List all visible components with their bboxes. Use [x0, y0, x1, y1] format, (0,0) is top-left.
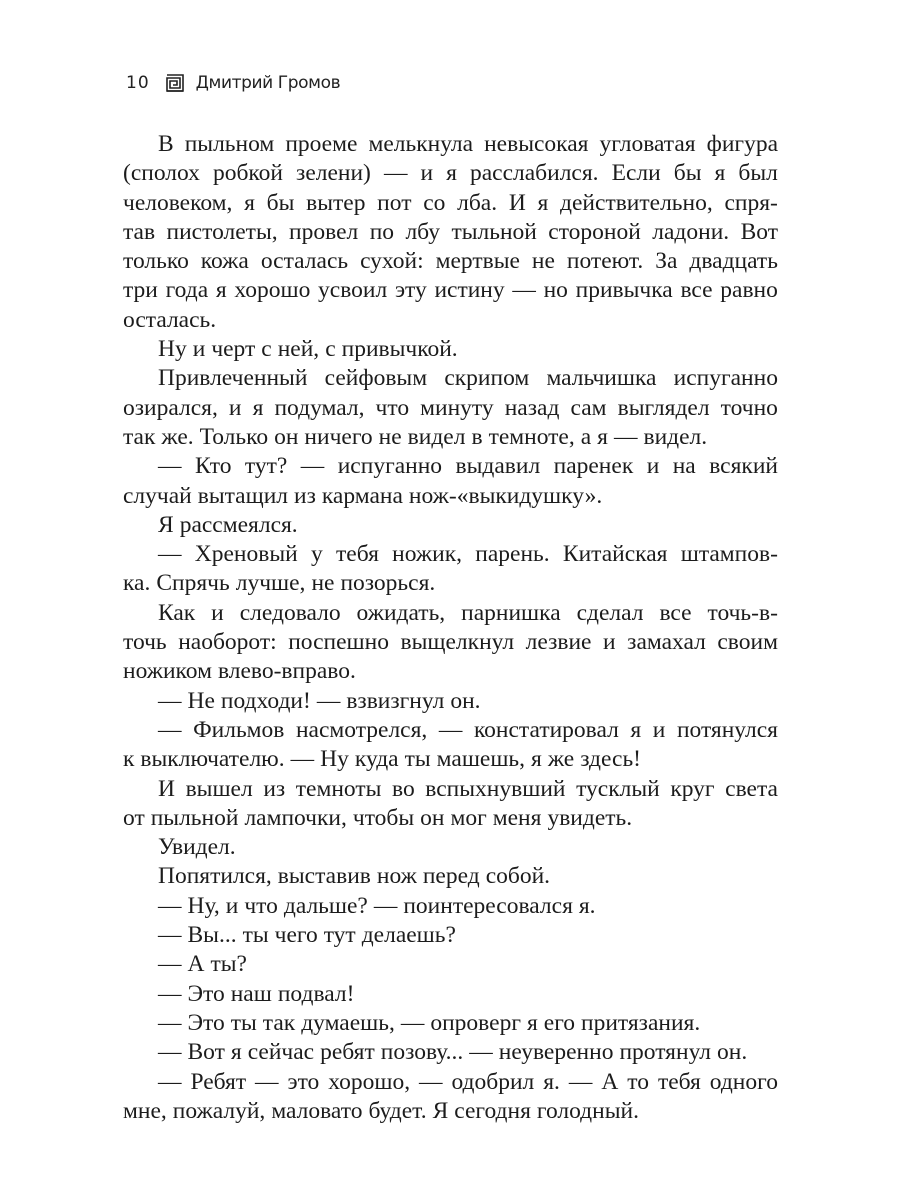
- word: перед: [422, 863, 480, 890]
- word: три: [123, 277, 158, 304]
- word: Привлеченный: [158, 365, 308, 392]
- word: лбу: [405, 218, 440, 245]
- word: круг: [670, 775, 715, 802]
- word: —: [568, 1068, 593, 1095]
- word: собой.: [485, 863, 551, 890]
- word: Кто: [194, 453, 232, 480]
- text-line: [123, 364, 778, 393]
- word: —: [158, 1039, 182, 1066]
- word: притязания.: [581, 1009, 701, 1036]
- word: поинтересовался: [403, 892, 573, 919]
- word: привычка: [575, 277, 673, 304]
- word: равно: [720, 277, 778, 304]
- word: я: [630, 716, 642, 743]
- word: тут?: [244, 453, 288, 480]
- word: черт: [211, 336, 256, 363]
- word: подходи!: [220, 687, 311, 714]
- word: Фильмов: [193, 716, 285, 743]
- word: —: [158, 1009, 182, 1036]
- word: пистолеты,: [166, 218, 278, 245]
- word: —: [316, 687, 341, 714]
- word: усвоил: [318, 277, 388, 304]
- word: Попятился,: [158, 863, 272, 890]
- word: так: [262, 1009, 296, 1036]
- word: так: [123, 423, 156, 450]
- word: видел.: [643, 423, 708, 450]
- word: что: [244, 892, 278, 919]
- text-line: [123, 980, 778, 1009]
- word: машешь,: [436, 746, 526, 773]
- word: не: [531, 248, 555, 275]
- word: темноте,: [488, 423, 575, 450]
- word: рассмеялся.: [179, 511, 298, 538]
- word: Хреновый: [194, 541, 298, 568]
- word: озирался,: [123, 394, 218, 421]
- word: Вот: [740, 218, 778, 245]
- text-line: [123, 921, 778, 950]
- word: и: [228, 394, 242, 421]
- word: меня: [492, 804, 542, 831]
- word: тусклый: [576, 775, 660, 802]
- word: точь-в-: [707, 599, 778, 626]
- word: нож: [376, 863, 417, 890]
- word: —: [373, 892, 398, 919]
- word: и: [646, 453, 660, 480]
- word: пожалуй,: [172, 1097, 266, 1124]
- word: —: [383, 160, 408, 187]
- author-name: Дмитрий Громов: [195, 73, 341, 93]
- word: А: [187, 951, 205, 978]
- word: пыльном: [184, 131, 275, 157]
- word: ней,: [277, 336, 320, 363]
- word: и: [211, 599, 224, 626]
- word: сегодня: [454, 1097, 531, 1124]
- word: выдавил: [455, 453, 541, 480]
- word: парень.: [475, 541, 550, 568]
- word: вспыхнувший: [425, 775, 566, 802]
- word: я: [252, 394, 264, 421]
- word: Только: [199, 423, 269, 450]
- word: чтобы: [352, 804, 415, 831]
- word: вытащил: [197, 482, 289, 509]
- word: ребят: [320, 1039, 375, 1066]
- word: —: [158, 453, 182, 480]
- word: мальчишка: [546, 365, 657, 392]
- word: взвизгнул: [346, 687, 445, 714]
- word: —: [512, 277, 536, 304]
- word: и: [420, 160, 434, 187]
- word: подумал,: [274, 394, 365, 421]
- word: одного: [709, 1068, 778, 1095]
- word: Как: [158, 599, 196, 626]
- word: ножиком: [123, 658, 212, 685]
- word: Я: [158, 511, 174, 538]
- text-line: [123, 1009, 778, 1038]
- text-line: [123, 833, 778, 862]
- word: подвал!: [277, 980, 355, 1007]
- word: что: [375, 394, 410, 421]
- word: вышел: [185, 775, 253, 802]
- word: испуганно: [337, 453, 443, 480]
- word: я: [215, 277, 227, 304]
- word: со: [423, 189, 446, 216]
- word: в: [471, 423, 483, 450]
- word: Это: [187, 980, 225, 1007]
- word: своим: [717, 629, 778, 656]
- word: дальше?: [283, 892, 368, 919]
- word: потеют.: [566, 248, 644, 275]
- text-line: [123, 218, 778, 247]
- word: то: [627, 1068, 649, 1095]
- word: только: [123, 248, 189, 275]
- word: ты: [242, 922, 269, 949]
- word: Вы...: [187, 922, 237, 949]
- word: хорошо: [234, 277, 311, 304]
- word: зелени): [296, 160, 371, 187]
- text-line: [123, 599, 778, 628]
- word: —: [419, 1068, 443, 1095]
- word: он.: [717, 1039, 748, 1066]
- word: думаешь,: [301, 1009, 395, 1036]
- word: эту: [394, 277, 427, 304]
- word: —: [469, 1039, 493, 1066]
- word: все: [659, 599, 692, 626]
- word: и: [652, 716, 666, 743]
- word: увидеть.: [547, 804, 633, 831]
- word: я: [714, 160, 726, 187]
- word: назад: [504, 394, 560, 421]
- word: из: [263, 775, 286, 802]
- word: тыльной: [451, 218, 537, 245]
- word: все: [680, 277, 713, 304]
- word: замахал: [627, 629, 706, 656]
- word: осталась.: [123, 306, 217, 333]
- word: паренек: [553, 453, 634, 480]
- text-line: [123, 745, 778, 774]
- word: привычкой.: [341, 336, 458, 363]
- word: сделал: [576, 599, 644, 626]
- word: —: [438, 716, 463, 743]
- word: выщелкнул: [400, 629, 515, 656]
- text-line: [123, 511, 778, 540]
- word: угловатая: [599, 131, 696, 157]
- body-text: [123, 130, 778, 1126]
- word: я.: [578, 892, 596, 919]
- word: вытер: [306, 189, 366, 216]
- word: бы: [673, 160, 702, 187]
- word: года: [165, 277, 209, 304]
- word: с: [325, 336, 336, 363]
- word: —: [300, 453, 325, 480]
- word: скрипом: [444, 365, 530, 392]
- word: неуверенно: [498, 1039, 614, 1066]
- word: но: [543, 277, 568, 304]
- word: кожа: [200, 248, 249, 275]
- word: это: [287, 1068, 320, 1095]
- word: точь: [123, 629, 167, 656]
- word: ножик,: [392, 541, 463, 568]
- word: Я: [432, 1097, 449, 1124]
- word: видел: [407, 423, 466, 450]
- word: позову...: [380, 1039, 464, 1066]
- word: Не: [187, 687, 215, 714]
- word: я: [526, 1009, 538, 1036]
- word: Если: [611, 160, 661, 187]
- word: парнишка: [461, 599, 561, 626]
- word: не: [311, 570, 335, 597]
- word: не: [378, 423, 402, 450]
- word: выставив: [277, 863, 371, 890]
- text-line: [123, 892, 778, 921]
- word: испуганно: [673, 365, 778, 392]
- word: маловато: [271, 1097, 363, 1124]
- word: —: [158, 980, 182, 1007]
- word: Ну: [320, 746, 349, 773]
- word: голодный.: [536, 1097, 639, 1124]
- word: позорься.: [340, 570, 436, 597]
- word: ничего: [304, 423, 373, 450]
- word: из: [294, 482, 316, 509]
- word: —: [613, 423, 638, 450]
- word: влево-вправо.: [217, 658, 356, 685]
- word: чего: [274, 922, 318, 949]
- word: мелькнула: [368, 131, 474, 157]
- text-line: [123, 130, 778, 159]
- word: Китайская: [562, 541, 668, 568]
- word: спря-: [724, 189, 778, 216]
- word: осталась: [260, 248, 349, 275]
- word: ожидать,: [356, 599, 446, 626]
- word: провел: [289, 218, 359, 245]
- text-line: [123, 1097, 778, 1126]
- greek-key-spiral-icon: [166, 74, 184, 92]
- word: и: [603, 629, 616, 656]
- word: и: [225, 892, 239, 919]
- word: я: [230, 1039, 242, 1066]
- word: ты: [230, 1009, 257, 1036]
- word: лучше,: [235, 570, 306, 597]
- word: тебя: [657, 1068, 701, 1095]
- word: пот: [377, 189, 412, 216]
- word: фигура: [706, 131, 778, 157]
- word: наш: [230, 980, 272, 1007]
- word: Вот: [187, 1039, 225, 1066]
- text-line: [123, 335, 778, 364]
- word: сейчас: [247, 1039, 315, 1066]
- word: —: [400, 1009, 425, 1036]
- word: поспешно: [288, 629, 389, 656]
- word: одобрил: [451, 1068, 535, 1095]
- word: кармана: [321, 482, 403, 509]
- word: а: [580, 423, 592, 450]
- word: расслабился.: [469, 160, 599, 187]
- word: проеме: [285, 131, 358, 157]
- word: ты?: [210, 951, 247, 978]
- text-line: [123, 247, 778, 276]
- word: был: [738, 160, 778, 187]
- word: будет.: [368, 1097, 427, 1124]
- word: мог: [450, 804, 487, 831]
- running-head: [126, 70, 340, 96]
- word: он.: [450, 687, 481, 714]
- word: невысокая: [484, 131, 589, 157]
- word: истину: [434, 277, 505, 304]
- word: лезвие: [525, 629, 592, 656]
- word: мертвые: [435, 248, 520, 275]
- word: нож-«выкидушку».: [408, 482, 603, 509]
- word: на: [672, 453, 696, 480]
- word: же: [547, 746, 575, 773]
- word: я: [537, 189, 549, 216]
- word: тебя: [336, 541, 379, 568]
- word: —: [158, 951, 182, 978]
- word: выключателю.: [140, 746, 285, 773]
- word: я: [446, 160, 457, 187]
- text-line: [123, 306, 778, 335]
- text-line: [123, 1038, 778, 1067]
- word: куда: [354, 746, 399, 773]
- text-line: [123, 628, 778, 657]
- word: я.: [543, 1068, 560, 1095]
- word: —: [158, 892, 182, 919]
- word: —: [158, 687, 182, 714]
- word: всякий: [709, 453, 778, 480]
- text-line: [123, 276, 778, 305]
- word: тав: [123, 218, 156, 245]
- word: Спрячь: [156, 570, 230, 597]
- word: он: [274, 423, 299, 450]
- text-line: [123, 423, 778, 452]
- text-line: [123, 569, 778, 598]
- word: тут: [323, 922, 356, 949]
- text-line: [123, 687, 778, 716]
- text-line: [123, 482, 778, 511]
- word: констатировал: [473, 716, 619, 743]
- word: я: [244, 189, 255, 216]
- word: же.: [161, 423, 194, 450]
- word: следовало: [239, 599, 341, 626]
- page-number: 10: [126, 73, 150, 93]
- text-line: [123, 189, 778, 218]
- word: —: [158, 1068, 182, 1095]
- word: —: [290, 746, 315, 773]
- word: действительно,: [560, 189, 713, 216]
- word: Ну: [158, 336, 187, 363]
- word: он: [420, 804, 445, 831]
- word: (сполох: [123, 160, 200, 187]
- text-line: [123, 657, 778, 686]
- word: В: [158, 131, 174, 157]
- text-line: [123, 950, 778, 979]
- text-line: [123, 452, 778, 481]
- word: За: [655, 248, 678, 275]
- word: по: [369, 218, 395, 245]
- word: Ребят: [190, 1068, 247, 1095]
- word: его: [543, 1009, 576, 1036]
- word: сейфовым: [324, 365, 428, 392]
- word: пыльной: [150, 804, 239, 831]
- word: А: [601, 1068, 619, 1095]
- word: точно: [720, 394, 778, 421]
- word: двадцать: [689, 248, 778, 275]
- word: бы: [266, 189, 295, 216]
- word: робкой: [212, 160, 283, 187]
- word: делаешь?: [361, 922, 456, 949]
- word: хорошо,: [328, 1068, 411, 1095]
- word: лампочки,: [244, 804, 347, 831]
- text-line: [123, 1068, 778, 1097]
- word: стороной: [548, 218, 641, 245]
- word: от: [123, 804, 145, 831]
- word: насмотрелся,: [295, 716, 428, 743]
- word: ладони.: [652, 218, 730, 245]
- word: наоборот:: [178, 629, 277, 656]
- word: —: [158, 716, 182, 743]
- word: у: [310, 541, 323, 568]
- text-line: [123, 804, 778, 833]
- word: темноты: [295, 775, 382, 802]
- word: мне,: [123, 1097, 167, 1124]
- word: опроверг: [430, 1009, 521, 1036]
- text-line: [123, 159, 778, 188]
- word: я: [597, 423, 608, 450]
- word: потянулся: [676, 716, 778, 743]
- word: —: [255, 1068, 279, 1095]
- text-line: [123, 775, 778, 804]
- word: здесь!: [580, 746, 642, 773]
- word: света: [725, 775, 778, 802]
- word: —: [158, 922, 182, 949]
- word: сухой:: [360, 248, 424, 275]
- word: и: [192, 336, 206, 363]
- word: случай: [123, 482, 192, 509]
- word: протянул: [619, 1039, 712, 1066]
- word: я: [531, 746, 542, 773]
- word: И: [158, 775, 175, 802]
- word: —: [158, 541, 182, 568]
- word: сам: [570, 394, 607, 421]
- word: минуту: [420, 394, 494, 421]
- word: выглядел: [617, 394, 710, 421]
- text-line: [123, 540, 778, 569]
- word: с: [261, 336, 272, 363]
- text-line: [123, 716, 778, 745]
- text-line: [123, 862, 778, 891]
- word: лба.: [457, 189, 498, 216]
- word: штампов-: [680, 541, 778, 568]
- word: ты: [404, 746, 431, 773]
- text-line: [123, 394, 778, 423]
- word: человеком,: [123, 189, 233, 216]
- word: к: [123, 746, 135, 773]
- word: Ну,: [187, 892, 220, 919]
- word: Увидел.: [158, 834, 236, 861]
- word: ка.: [123, 570, 151, 597]
- word: во: [392, 775, 415, 802]
- word: И: [508, 189, 526, 216]
- word: Это: [187, 1009, 225, 1036]
